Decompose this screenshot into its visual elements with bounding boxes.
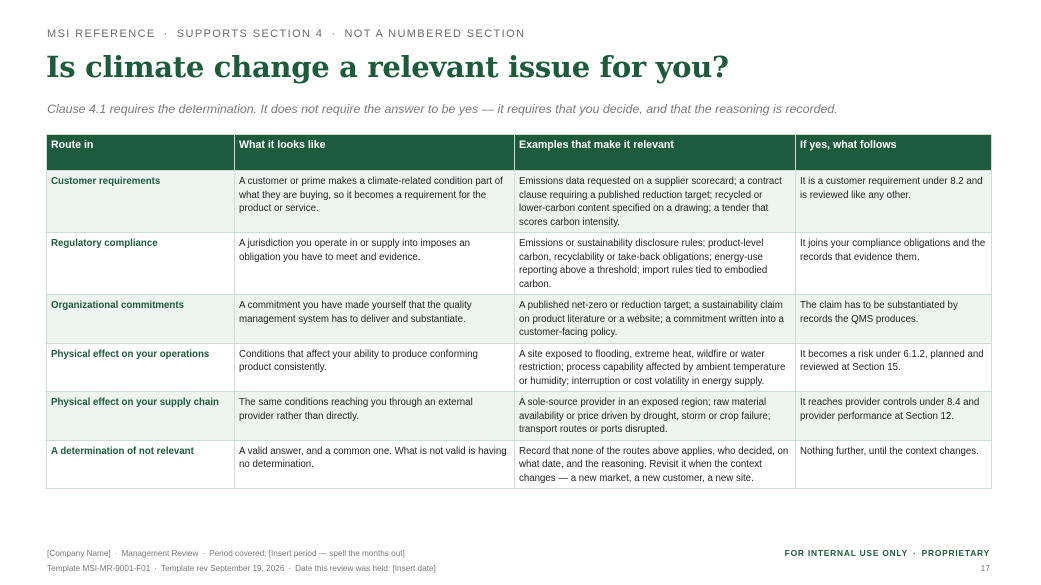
footer-separator: · bbox=[154, 564, 158, 573]
page-number: 17 bbox=[980, 563, 990, 573]
eyebrow-reference: MSI REFERENCE bbox=[47, 28, 156, 40]
eyebrow-section: SUPPORTS SECTION 4 bbox=[176, 28, 324, 40]
examples-cell: Record that none of the routes above applies, who decided, on what date, and the reasoning. Revisit it when the context changes — a new market, a new customer, a new site. bbox=[515, 440, 796, 489]
confidentiality-proprietary: PROPRIETARY bbox=[921, 548, 990, 558]
confidentiality-separator: · bbox=[913, 548, 917, 558]
route-cell: Regulatory compliance bbox=[47, 233, 235, 295]
column-header-examples: Examples that make it relevant bbox=[515, 135, 796, 171]
table-row bbox=[47, 392, 992, 441]
column-header-looks-like: What it looks like bbox=[235, 135, 515, 171]
follows-cell: It becomes a risk under 6.1.2, planned and reviewed at Section 15. bbox=[796, 343, 992, 392]
route-cell: A determination of not relevant bbox=[47, 440, 235, 489]
examples-cell: A sole-source provider in an exposed region; raw material availability or price driven by drought, storm or crop failure; transport routes or ports disrupted. bbox=[515, 392, 796, 441]
footer-separator: · bbox=[114, 549, 118, 558]
route-cell: Organizational commitments bbox=[47, 295, 235, 344]
looks-like-cell: Conditions that affect your ability to produce conforming product consistently. bbox=[235, 343, 515, 392]
relevance-table bbox=[46, 134, 992, 489]
eyebrow bbox=[47, 28, 525, 40]
footer-meta bbox=[47, 546, 436, 576]
footer-line-2 bbox=[47, 561, 436, 576]
footer-separator: · bbox=[288, 564, 292, 573]
examples-cell: A site exposed to flooding, extreme heat, wildfire or water restriction; process capability affected by ambient temperature or humidity; interruption or cost volatility in energy supply. bbox=[515, 343, 796, 392]
column-header-route: Route in bbox=[47, 135, 235, 171]
page-title: Is climate change a relevant issue for you? bbox=[46, 50, 729, 84]
table-row bbox=[47, 343, 992, 392]
follows-cell: It reaches provider controls under 8.4 and provider performance at Section 12. bbox=[796, 392, 992, 441]
follows-cell: Nothing further, until the context changes. bbox=[796, 440, 992, 489]
follows-cell: The claim has to be substantiated by records the QMS produces. bbox=[796, 295, 992, 344]
examples-cell: A published net-zero or reduction target; a sustainability claim on product literature or a website; a commitment written into a customer-facing policy. bbox=[515, 295, 796, 344]
table-row bbox=[47, 295, 992, 344]
confidentiality-notice bbox=[785, 546, 990, 561]
route-cell: Customer requirements bbox=[47, 171, 235, 233]
footer-template-rev: Template rev September 19, 2026 bbox=[161, 564, 285, 573]
examples-cell: Emissions data requested on a supplier scorecard; a contract clause requiring a published reduction target; recycled or lower-carbon content specified on a drawing; a tender that scores carbon intensity. bbox=[515, 171, 796, 233]
follows-cell: It joins your compliance obligations and the records that evidence them. bbox=[796, 233, 992, 295]
footer-company: [Company Name] bbox=[47, 549, 111, 558]
looks-like-cell: A commitment you have made yourself that the quality management system has to deliver and substantiate. bbox=[235, 295, 515, 344]
footer-template-id: Template MSI-MR-9001-F01 bbox=[47, 564, 151, 573]
looks-like-cell: A valid answer, and a common one. What is not valid is having no determination. bbox=[235, 440, 515, 489]
footer-period: Period covered: [Insert period — spell the months out] bbox=[209, 549, 405, 558]
footer-line-1 bbox=[47, 546, 436, 561]
examples-cell: Emissions or sustainability disclosure rules; product-level carbon, recyclability or take-back obligations; energy-use reporting above a threshold; import rules tied to embodied carbon. bbox=[515, 233, 796, 295]
table-row bbox=[47, 171, 992, 233]
table-row bbox=[47, 233, 992, 295]
confidentiality-internal: FOR INTERNAL USE ONLY bbox=[784, 548, 909, 558]
eyebrow-separator: · bbox=[331, 28, 337, 40]
looks-like-cell: A jurisdiction you operate in or supply into imposes an obligation you have to meet and evidence. bbox=[235, 233, 515, 295]
eyebrow-note: NOT A NUMBERED SECTION bbox=[344, 28, 526, 40]
footer-review-date: Date this review was held: [Insert date] bbox=[295, 564, 436, 573]
route-cell: Physical effect on your supply chain bbox=[47, 392, 235, 441]
table-row bbox=[47, 440, 992, 489]
page-subtitle: Clause 4.1 requires the determination. It does not require the answer to be yes — it requires that you decide, and that the reasoning is recorded. bbox=[47, 102, 838, 116]
footer-separator: · bbox=[202, 549, 206, 558]
column-header-follows: If yes, what follows bbox=[796, 135, 992, 171]
route-cell: Physical effect on your operations bbox=[47, 343, 235, 392]
looks-like-cell: The same conditions reaching you through an external provider rather than directly. bbox=[235, 392, 515, 441]
table-header-row bbox=[47, 135, 992, 171]
follows-cell: It is a customer requirement under 8.2 and is reviewed like any other. bbox=[796, 171, 992, 233]
eyebrow-separator: · bbox=[163, 28, 169, 40]
footer-doc-type: Management Review bbox=[121, 549, 199, 558]
looks-like-cell: A customer or prime makes a climate-related condition part of what they are buying, so it becomes a requirement for the product or service. bbox=[235, 171, 515, 233]
footer-right bbox=[785, 546, 990, 576]
